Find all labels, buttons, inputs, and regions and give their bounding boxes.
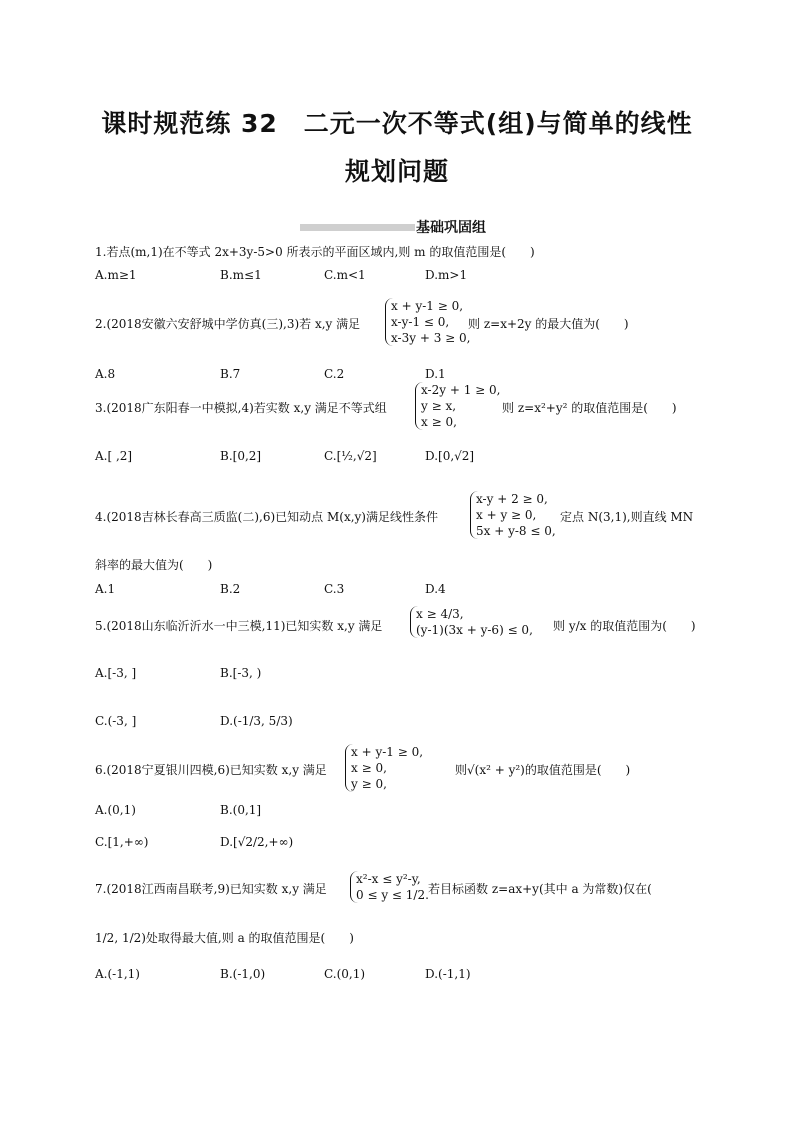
q3-ineq-2: y ≥ x, — [421, 399, 457, 413]
q1-option-b[interactable]: B.m≤1 — [220, 268, 262, 282]
q3-system — [415, 382, 500, 430]
q3-option-a[interactable]: A.[ ,2] — [95, 449, 133, 463]
q6-option-b[interactable]: B.(0,1] — [220, 803, 262, 817]
question-1: 1.若点(m,1)在不等式 2x+3y-5>0 所表示的平面区域内,则 m 的取值范围是( ) — [95, 245, 535, 259]
q5-ineq-1: x ≥ 4/3, — [416, 607, 464, 621]
q5-ineq-2: (y-1)(3x + y-6) ≤ 0, — [416, 623, 533, 637]
q7-option-a[interactable]: A.(-1,1) — [95, 967, 140, 981]
q2-option-d[interactable]: D.1 — [425, 367, 446, 381]
q4-ineq-1: x-y + 2 ≥ 0, — [476, 492, 548, 506]
q4-option-a[interactable]: A.1 — [95, 582, 116, 596]
question-3-stem: 3.(2018广东阳春一中模拟,4)若实数 x,y 满足不等式组 — [95, 401, 387, 415]
page-title-line2: 规划问题 — [344, 157, 449, 186]
q4-question-cont: 斜率的最大值为( ) — [95, 558, 213, 572]
question-5-stem: 5.(2018山东临沂沂水一中三模,11)已知实数 x,y 满足 — [95, 619, 383, 633]
q2-question: 则 z=x+2y 的最大值为( ) — [468, 317, 629, 331]
q4-ineq-2: x + y ≥ 0, — [476, 508, 537, 522]
q5-option-c[interactable]: C.(-3, ] — [95, 714, 137, 728]
q4-ineq-3: 5x + y-8 ≤ 0, — [476, 524, 556, 538]
q6-question: 则√(x² + y²)的取值范围是( ) — [455, 763, 631, 777]
q3-ineq-3: x ≥ 0, — [421, 415, 457, 429]
q7-ineq-2: 0 ≤ y ≤ 1/2. — [356, 888, 429, 902]
q1-option-c[interactable]: C.m<1 — [324, 268, 366, 282]
q3-ineq-1: x-2y + 1 ≥ 0, — [421, 383, 501, 397]
q4-option-c[interactable]: C.3 — [324, 582, 345, 596]
q7-question: 若目标函数 z=ax+y(其中 a 为常数)仅在( — [428, 882, 652, 896]
q4-system — [470, 491, 556, 539]
q4-option-b[interactable]: B.2 — [220, 582, 241, 596]
q2-ineq-3: x-3y + 3 ≥ 0, — [391, 331, 471, 345]
section-bar — [300, 224, 415, 231]
q1-option-a[interactable]: A.m≥1 — [95, 268, 137, 282]
q2-ineq-1: x + y-1 ≥ 0, — [391, 299, 464, 313]
page-title-line1: 课时规范练 32 二元一次不等式(组)与简单的线性 — [101, 109, 693, 138]
q7-option-b[interactable]: B.(-1,0) — [220, 967, 266, 981]
question-2-stem: 2.(2018安徽六安舒城中学仿真(三),3)若 x,y 满足 — [95, 317, 361, 331]
q6-ineq-2: x ≥ 0, — [351, 761, 387, 775]
q6-option-d[interactable]: D.[√2/2,+∞) — [220, 835, 294, 849]
q2-option-b[interactable]: B.7 — [220, 367, 241, 381]
q2-option-a[interactable]: A.8 — [95, 367, 116, 381]
q7-system — [350, 871, 429, 903]
q4-option-d[interactable]: D.4 — [425, 582, 446, 596]
q3-option-d[interactable]: D.[0,√2] — [425, 449, 475, 463]
question-6-stem: 6.(2018宁夏银川四模,6)已知实数 x,y 满足 — [95, 763, 327, 777]
q4-question: 定点 N(3,1),则直线 MN — [560, 510, 694, 524]
q7-option-c[interactable]: C.(0,1) — [324, 967, 366, 981]
q6-ineq-1: x + y-1 ≥ 0, — [351, 745, 424, 759]
q2-ineq-2: x-y-1 ≤ 0, — [391, 315, 450, 329]
question-7-stem: 7.(2018江西南昌联考,9)已知实数 x,y 满足 — [95, 882, 327, 896]
q6-option-c[interactable]: C.[1,+∞) — [95, 835, 149, 849]
q6-ineq-3: y ≥ 0, — [351, 777, 387, 791]
q5-option-b[interactable]: B.[-3, ) — [220, 666, 262, 680]
q3-option-b[interactable]: B.[0,2] — [220, 449, 262, 463]
q1-option-d[interactable]: D.m>1 — [425, 268, 468, 282]
q7-option-d[interactable]: D.(-1,1) — [425, 967, 471, 981]
question-4-stem: 4.(2018吉林长春高三质监(二),6)已知动点 M(x,y)满足线性条件 — [95, 510, 438, 524]
q5-system — [410, 606, 533, 638]
q2-option-c[interactable]: C.2 — [324, 367, 345, 381]
q2-system — [385, 298, 470, 346]
q7-question-cont: 1/2, 1/2)处取得最大值,则 a 的取值范围是( ) — [95, 931, 354, 945]
q3-option-c[interactable]: C.[½,√2] — [324, 449, 377, 463]
q3-question: 则 z=x²+y² 的取值范围是( ) — [502, 401, 677, 415]
q7-ineq-1: x²-x ≤ y²-y, — [356, 872, 421, 886]
q5-option-d[interactable]: D.(-1/3, 5/3) — [220, 714, 293, 728]
q5-question: 则 y/x 的取值范围为( ) — [553, 619, 696, 633]
section-label: 基础巩固组 — [416, 220, 486, 236]
q5-option-a[interactable]: A.[-3, ] — [95, 666, 137, 680]
q6-system — [345, 744, 423, 792]
q6-option-a[interactable]: A.(0,1) — [95, 803, 136, 817]
